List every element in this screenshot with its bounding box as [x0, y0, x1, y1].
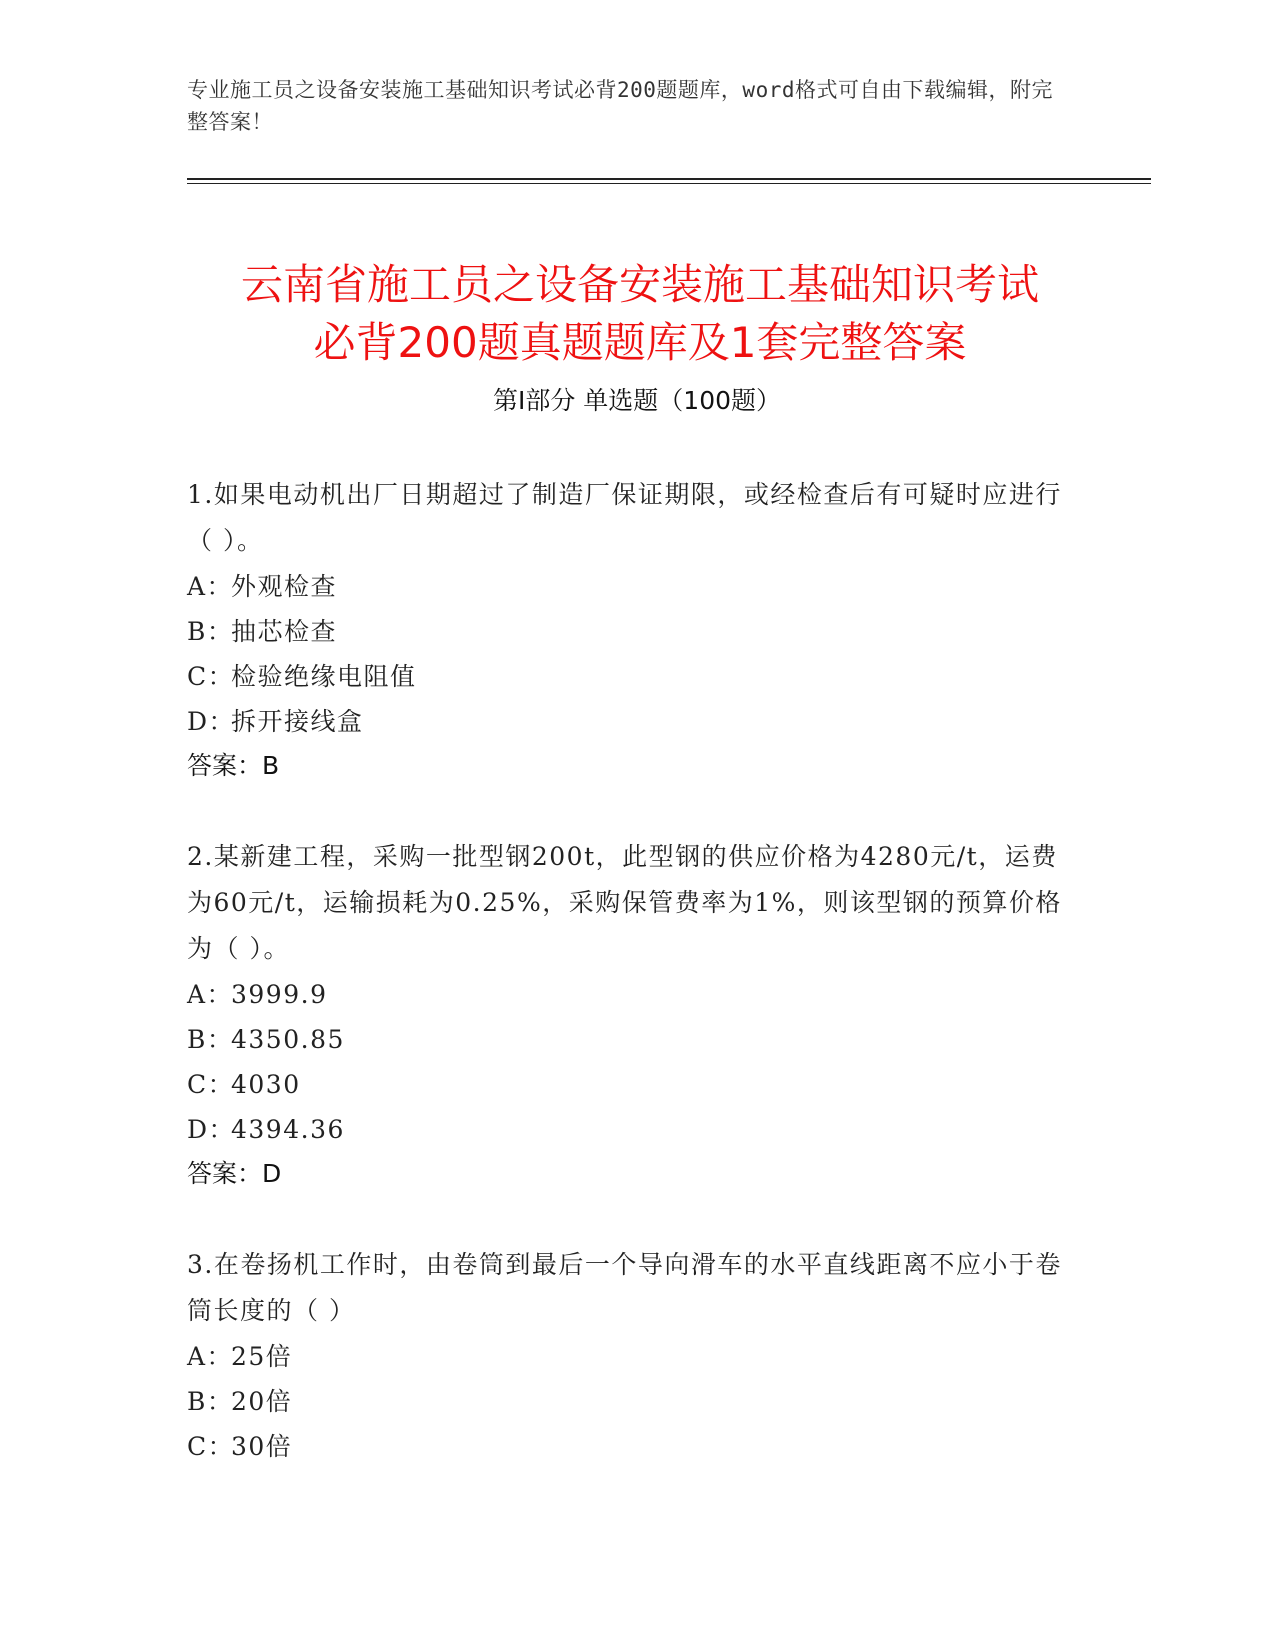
option-text: 25倍 — [231, 1342, 293, 1371]
document-title-line1: 云南省施工员之设备安装施工基础知识考试 — [240, 260, 1039, 310]
option-key: D： — [187, 707, 236, 736]
answer-line: 答案：B — [187, 751, 280, 780]
question-list — [187, 472, 1067, 1515]
question-stem: 1.如果电动机出厂日期超过了制造厂保证期限，或经检查后有可疑时应进行（ ）。 — [187, 480, 1062, 555]
option-c — [187, 1062, 1067, 1107]
option-a — [187, 564, 1067, 609]
question-1 — [187, 472, 1067, 788]
question-stem: 2.某新建工程，采购一批型钢200t，此型钢的供应价格为4280元/t，运费为60元/t，运输损耗为0.25%，采购保管费率为1%，则该型钢的预算价格为（ ）。 — [187, 842, 1062, 963]
option-text: 4350.85 — [231, 1025, 345, 1054]
question-3 — [187, 1242, 1067, 1469]
option-text: 30倍 — [231, 1432, 293, 1461]
option-text: 3999.9 — [231, 980, 328, 1009]
header-divider-thin — [187, 183, 1151, 184]
option-c — [187, 1424, 1067, 1469]
option-key: B： — [187, 617, 234, 646]
header-divider-thick — [187, 178, 1151, 180]
option-key: C： — [187, 1070, 235, 1099]
answer-line: 答案：D — [187, 1159, 282, 1188]
document-title — [160, 256, 1120, 372]
option-key: A： — [187, 1342, 234, 1371]
option-b — [187, 1017, 1067, 1062]
option-text: 抽芯检查 — [231, 617, 338, 646]
option-key: B： — [187, 1025, 234, 1054]
option-text: 4030 — [231, 1070, 301, 1099]
question-stem: 3.在卷扬机工作时，由卷筒到最后一个导向滑车的水平直线距离不应小于卷筒长度的（ ） — [187, 1250, 1062, 1325]
option-key: D： — [187, 1115, 236, 1144]
option-b — [187, 609, 1067, 654]
option-key: C： — [187, 1432, 235, 1461]
question-2 — [187, 834, 1067, 1196]
option-key: A： — [187, 980, 234, 1009]
option-text: 20倍 — [231, 1387, 293, 1416]
option-b — [187, 1379, 1067, 1424]
option-text: 4394.36 — [231, 1115, 345, 1144]
option-text: 检验绝缘电阻值 — [231, 662, 417, 691]
option-d — [187, 1107, 1067, 1152]
option-key: C： — [187, 662, 235, 691]
option-key: B： — [187, 1387, 234, 1416]
document-title-line2: 必背200题真题题库及1套完整答案 — [313, 318, 967, 368]
header-note: 专业施工员之设备安装施工基础知识考试必背200题题库，word格式可自由下载编辑，附完整答案！ — [187, 78, 1053, 134]
option-a — [187, 1334, 1067, 1379]
option-a — [187, 972, 1067, 1017]
option-text: 外观检查 — [231, 572, 338, 601]
section-heading: 第Ⅰ部分 单选题（100题） — [492, 386, 782, 415]
option-key: A： — [187, 572, 234, 601]
option-text: 拆开接线盒 — [231, 707, 364, 736]
option-d — [187, 699, 1067, 744]
option-c — [187, 654, 1067, 699]
